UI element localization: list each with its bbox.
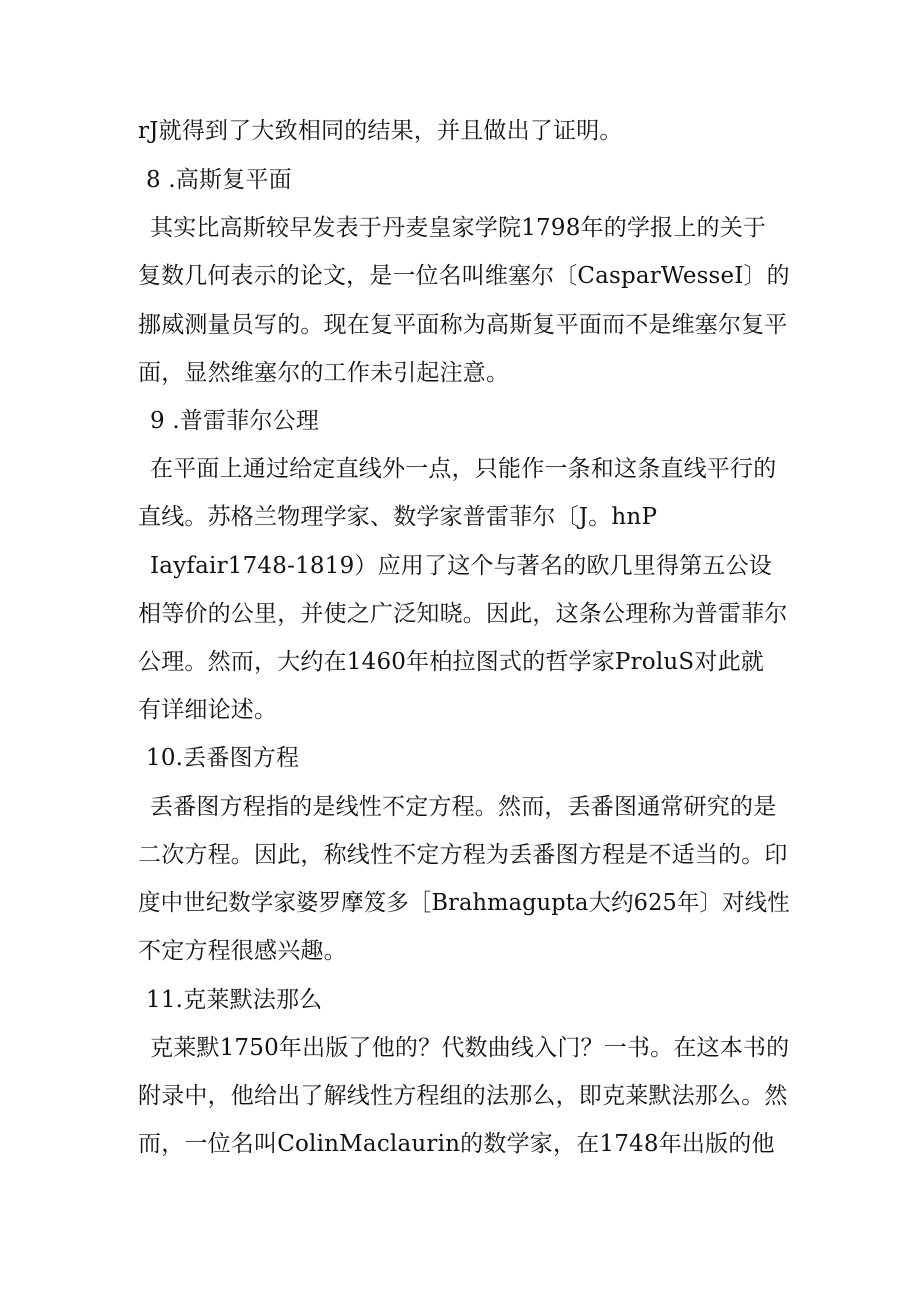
section-heading: 8 .高斯复平面 xyxy=(146,167,292,193)
text-line: rJ就得到了大致相同的结果，并且做出了证明。 xyxy=(138,118,623,144)
section-heading: 9 .普雷菲尔公理 xyxy=(150,408,320,434)
paragraph-line: 其实比高斯较早发表于丹麦皇家学院1798年的学报上的关于 xyxy=(150,215,767,241)
paragraph-line: Iayfair1748-1819）应用了这个与著名的欧几里得第五公设 xyxy=(150,553,773,579)
paragraph-line: 挪威测量员写的。现在复平面称为高斯复平面而不是维塞尔复平 xyxy=(138,312,788,338)
paragraph-line: 复数几何表示的论文，是一位名叫维塞尔〔CasparWesseI〕的 xyxy=(138,263,790,289)
paragraph-line: 而，一位名叫ColinMaclaurin的数学家，在1748年出版的他 xyxy=(138,1131,775,1157)
section-heading: 11.克莱默法那么 xyxy=(146,987,323,1013)
paragraph-line: 丢番图方程指的是线性不定方程。然而，丢番图通常研究的是 xyxy=(150,794,777,820)
paragraph-line: 有详细论述。 xyxy=(138,697,278,723)
paragraph-line: 直线。苏格兰物理学家、数学家普雷菲尔〔J。hnP xyxy=(138,504,658,530)
paragraph-line: 不定方程很感兴趣。 xyxy=(138,938,347,964)
paragraph-line: 二次方程。因此，称线性不定方程为丢番图方程是不适当的。印 xyxy=(138,842,788,868)
paragraph-line: 公理。然而，大约在1460年柏拉图式的哲学家ProluS对此就 xyxy=(138,649,764,675)
paragraph-line: 克莱默1750年出版了他的？代数曲线入门？一书。在这本书的 xyxy=(150,1035,790,1061)
paragraph-line: 度中世纪数学家婆罗摩笈多［Brahmagupta大约625年〕对线性 xyxy=(138,890,790,916)
paragraph-line: 在平面上通过给定直线外一点，只能作一条和这条直线平行的 xyxy=(150,456,777,482)
paragraph-line: 相等价的公里，并使之广泛知晓。因此，这条公理称为普雷菲尔 xyxy=(138,601,788,627)
section-heading: 10.丢番图方程 xyxy=(146,745,300,771)
paragraph-line: 面，显然维塞尔的工作未引起注意。 xyxy=(138,360,510,386)
paragraph-line: 附录中，他给出了解线性方程组的法那么，即克莱默法那么。然 xyxy=(138,1083,788,1109)
